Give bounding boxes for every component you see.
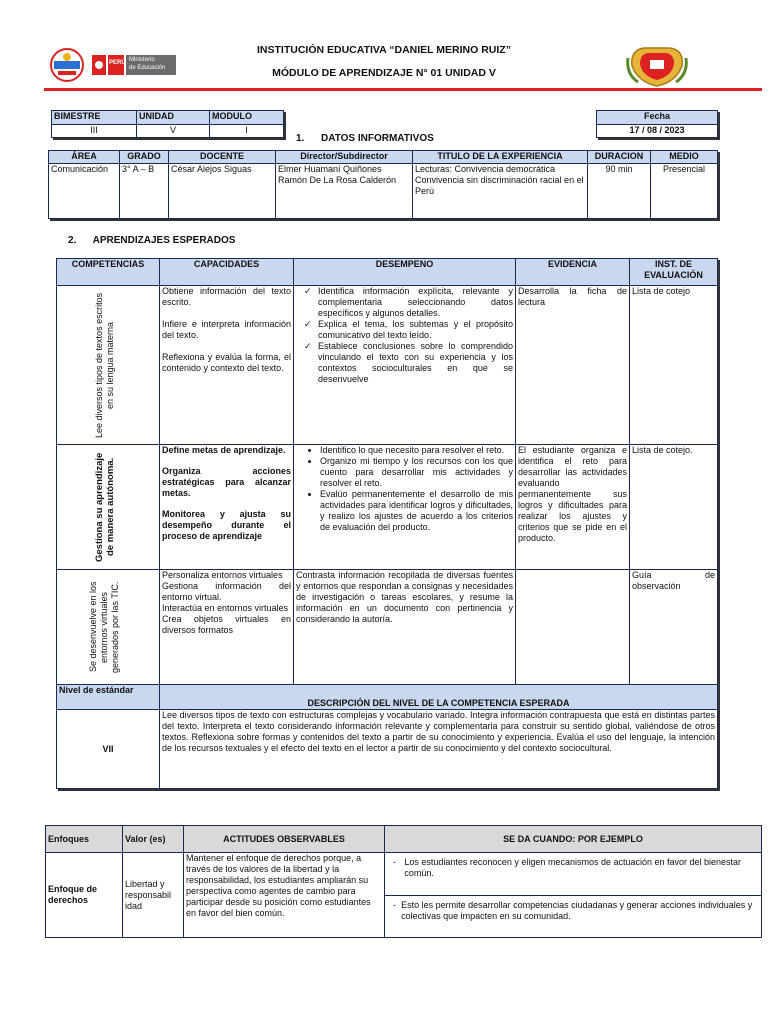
modulo-label: MODULO	[210, 111, 284, 125]
evidencia-cell: Desarrolla la ficha de lectura	[516, 286, 630, 445]
instrumento-cell: Lista de cotejo	[630, 286, 718, 445]
unidad-label: UNIDAD	[137, 111, 210, 125]
capacidad-item: Monitorea y ajusta su desempeño durante el proceso de aprendizaje	[162, 509, 291, 541]
capacidad-item: Infiere e interpreta información del texto.	[162, 319, 291, 340]
bimestre-value: III	[52, 125, 137, 138]
evidencia-cell	[516, 570, 630, 685]
capacidades-cell	[160, 445, 294, 570]
capacidad-item: Define metas de aprendizaje.	[162, 445, 286, 455]
col-grado: GRADO	[120, 151, 169, 164]
col-ejemplo: SE DA CUANDO: POR EJEMPLO	[385, 826, 762, 853]
fecha-value: 17 / 08 / 2023	[597, 125, 718, 138]
director-1: Elmer Huamaní Quiñones	[278, 164, 382, 174]
capacidad-item: Reflexiona y evalúa la forma, el contenido y contexto del texto.	[162, 352, 291, 373]
ministry-label-2: de Educación	[129, 65, 166, 71]
competencia-cell	[57, 286, 160, 445]
col-valores: Valor (es)	[123, 826, 184, 853]
titulo-value	[413, 164, 588, 219]
col-area: ÁREA	[49, 151, 120, 164]
actitud-value: Mantener el enfoque de derechos porque, a través de los valores de la libertad y la responsabilidad, los estudiantes ampliarán su perspectiva como agentes de cambio para participar desde su posición como estudiantes en favor del bien común.	[184, 853, 385, 938]
competencia-text: Lee diversos tipos de textos escritos en su lengua materna	[94, 292, 115, 438]
capacidades-cell	[160, 570, 294, 685]
table-row	[57, 570, 718, 685]
col-desempeno: DESEMPENO	[294, 259, 516, 286]
desempeno-cell	[294, 286, 516, 445]
capacidad-item: Crea objetos virtuales en diversos formatos	[162, 614, 291, 635]
duracion-value: 90 min	[588, 164, 651, 219]
capacidad-item: Obtiene información del texto escrito.	[162, 286, 291, 307]
datos-table	[48, 150, 718, 219]
date-table	[596, 110, 718, 138]
capacidad-item: Organiza acciones estratégicas para alcanzar metas.	[162, 466, 291, 498]
desempeno-item: ✓ Identifica información explícita, relevante y complementaria seleccionando datos específicos y algunos detalles.	[318, 286, 513, 319]
area-value: Comunicación	[49, 164, 120, 219]
capacidades-cell	[160, 286, 294, 445]
col-medio: MEDIO	[651, 151, 718, 164]
peru-label: PERÚ	[109, 60, 126, 66]
ejemplo-2: Esto les permite desarrollar competencias ciudadanas y generar acciones individuales y colectivas que impacten en su comunidad.	[401, 900, 753, 921]
director-value	[276, 164, 413, 219]
table-row	[57, 286, 718, 445]
col-actitudes: ACTITUDES OBSERVABLES	[184, 826, 385, 853]
ejemplo-1: Los estudiantes reconocen y eligen mecanismos de actuación en favor del bienestar común.	[404, 857, 742, 878]
desempeno-item: ✓ Explica el tema, los subtemas y el propósito comunicativo del texto leído.	[318, 319, 513, 341]
section-1-heading: 1. DATOS INFORMATIVOS	[296, 133, 434, 144]
instrumento-cell: Guía de observación	[630, 570, 718, 685]
director-2: Ramón De La Rosa Calderón	[278, 175, 397, 185]
module-info-table	[51, 110, 284, 138]
instrumento-cell: Lista de cotejo.	[630, 445, 718, 570]
enfoque-value: Enfoque de derechos	[46, 853, 123, 938]
valor-value: Libertad y responsabil idad	[123, 853, 184, 938]
desempeno-item: • Identifico lo que necesito para resolver el reto.	[320, 445, 513, 456]
fecha-label: Fecha	[597, 111, 718, 125]
evidencia-cell: El estudiante organiza e identifica el reto para desarrollar las actividades evaluando permanentemente sus logros y dificultades para realizar los ajustes y criterios que se pide en el producto.	[516, 445, 630, 570]
competencia-cell	[57, 445, 160, 570]
descripcion-label: DESCRIPCIÓN DEL NIVEL DE LA COMPETENCIA ESPERADA	[160, 685, 718, 710]
aprendizajes-table	[56, 258, 718, 789]
desempeno-cell	[294, 445, 516, 570]
ejemplo-cell: - Los estudiantes reconocen y eligen mecanismos de actuación en favor del bienestar común.	[385, 853, 762, 896]
titulo-1: Lecturas: Convivencia democrática	[415, 164, 556, 174]
competencia-text: Se desenvuelve en los entornos virtuales generados por las TIC.	[88, 581, 120, 673]
modulo-value: I	[210, 125, 284, 138]
desempeno-item: • Organizo mi tiempo y los recursos con los que cuento para desarrollar mis actividades y resolver el reto.	[320, 456, 513, 489]
capacidad-item: Personaliza entornos virtuales	[162, 570, 283, 580]
col-competencias: COMPETENCIAS	[57, 259, 160, 286]
ejemplo-cell: - Esto les permite desarrollar competencias ciudadanas y generar acciones individuales y colectivas que impacten en su comunidad.	[385, 896, 762, 938]
desempeno-item: ✓ Establece conclusiones sobre lo comprendido vinculando el texto con su experiencia y los contextos socioculturales en que se desenvuelve	[318, 341, 513, 385]
nivel-value: VII	[57, 710, 160, 789]
col-evidencia: EVIDENCIA	[516, 259, 630, 286]
titulo-2: Convivencia sin discriminación racial en el Perú	[415, 175, 584, 196]
school-name-title: INSTITUCIÓN EDUCATIVA “DANIEL MERINO RUIZ”	[257, 44, 511, 56]
table-row	[57, 445, 718, 570]
unidad-value: V	[137, 125, 210, 138]
col-titulo: TITULO DE LA EXPERIENCIA	[413, 151, 588, 164]
ministry-label-1: Ministerio	[129, 57, 155, 63]
capacidad-item: Gestiona información del entorno virtual.	[162, 581, 291, 602]
descripcion-text: Lee diversos tipos de texto con estructuras complejas y vocabulario variado. Integra información contrapuesta que está en distintas partes del texto. Interpreta el texto considerando información relevante y complementaria para construir su sentido global, valiéndose de otros textos. Reflexiona sobre formas y contenidos del texto a partir de su conocimiento y experiencia. Evalúa el uso del lenguaje, la intención de los recursos textuales y el efecto del texto en el lector a partir de su conocimiento y del contexto sociocultural.	[160, 710, 718, 789]
medio-value: Presencial	[651, 164, 718, 219]
docente-value: César Alejos Siguas	[169, 164, 276, 219]
bimestre-label: BIMESTRE	[52, 111, 137, 125]
col-enfoques: Enfoques	[46, 826, 123, 853]
desempeno-item: • Evalúo permanentemente el desarrollo de mis actividades para identificar logros y dificultades, y realizo los ajustes de acuerdo a los criterios de evaluación del producto.	[320, 489, 513, 533]
enfoques-table	[45, 825, 762, 938]
desempeno-cell: Contrasta información recopilada de diversas fuentes y entornos que respondan a consignas y necesidades de investigación o tareas escolares, y resume la información en un documento con pertinencia y considerando la autoría.	[294, 570, 516, 685]
competencia-text: Gestiona su aprendizaje de manera autónoma.	[94, 452, 116, 562]
capacidad-item: Interactúa en entornos virtuales	[162, 603, 289, 613]
col-docente: DOCENTE	[169, 151, 276, 164]
module-title: MÓDULO DE APRENDIZAJE N° 01 UNIDAD V	[272, 67, 496, 79]
grado-value: 3° A – B	[120, 164, 169, 219]
competencia-cell	[57, 570, 160, 685]
nivel-label: Nivel de estándar	[57, 685, 160, 710]
header-rule	[44, 88, 762, 91]
col-instrumento: INST. DE EVALUACIÓN	[630, 259, 718, 286]
col-director: Director/Subdirector	[276, 151, 413, 164]
section-2-heading: 2. APRENDIZAJES ESPERADOS	[68, 235, 236, 246]
col-capacidades: CAPACIDADES	[160, 259, 294, 286]
col-duracion: DURACION	[588, 151, 651, 164]
